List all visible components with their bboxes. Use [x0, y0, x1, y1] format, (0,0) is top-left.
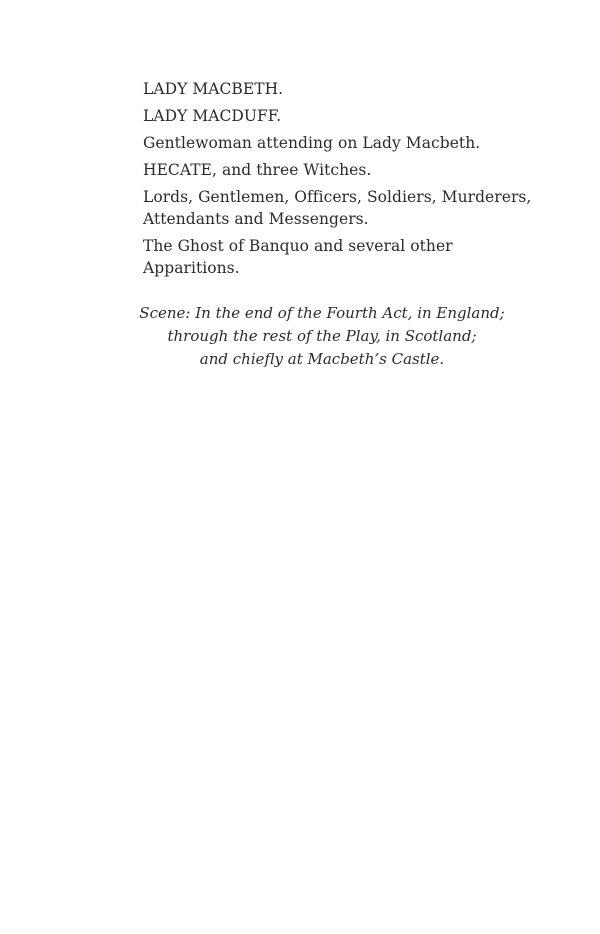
cast-item-gentlewoman: Gentlewoman attending on Lady Macbeth.	[143, 134, 481, 152]
cast-item-lady-macduff: LADY MACDUFF.	[143, 107, 282, 125]
dramatis-personae-list	[143, 78, 553, 284]
cast-item-hecate-witches: HECATE, and three Witches.	[143, 161, 372, 179]
scene-line-1: Scene: In the end of the Fourth Act, in England;	[139, 304, 505, 322]
cast-item-ghost-and-apparitions: The Ghost of Banquo and several other Apparitions.	[143, 237, 453, 277]
scene-description	[100, 302, 544, 371]
scene-line-3: and chiefly at Macbeth’s Castle.	[199, 350, 445, 368]
scene-line-2: through the rest of the Play, in Scotland;	[167, 327, 477, 345]
cast-item-lady-macbeth: LADY MACBETH.	[143, 80, 284, 98]
cast-item-lords-and-attendants: Lords, Gentlemen, Officers, Soldiers, Murderers, Attendants and Messengers.	[143, 188, 532, 228]
